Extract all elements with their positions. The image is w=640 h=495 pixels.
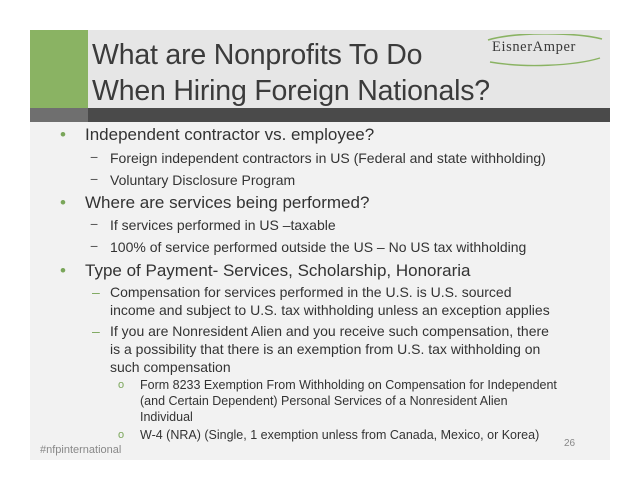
- eisneramper-logo: [484, 34, 606, 68]
- sub-bullet: Foreign independent contractors in US (Federal and state withholding): [110, 150, 546, 166]
- sub-bullet: 100% of service performed outside the US – No US tax withholding: [110, 239, 527, 255]
- endash-marker: –: [92, 323, 100, 339]
- sub-bullet-line: is a possibility that there is an exemption from U.S. tax withholding on: [110, 341, 541, 357]
- sub-bullet-line: such compensation: [110, 359, 231, 375]
- bullet-marker: •: [60, 125, 66, 144]
- sub-sub-bullet-line: Individual: [140, 410, 193, 424]
- dash-marker: −: [90, 216, 99, 232]
- sub-bullet: Voluntary Disclosure Program: [110, 172, 296, 188]
- accent-block: [30, 30, 88, 108]
- sub-bullet-line: If you are Nonresident Alien and you receive such compensation, there: [110, 323, 549, 339]
- sub-bullet-line: Compensation for services performed in the U.S. is U.S. sourced: [110, 284, 512, 300]
- title-line-2: When Hiring Foreign Nationals?: [92, 75, 490, 107]
- bullet-marker: •: [60, 261, 66, 280]
- dash-marker: −: [90, 171, 99, 187]
- circle-marker: o: [118, 379, 125, 391]
- header-rule: [88, 108, 610, 122]
- logo-text: EisnerAmper: [492, 39, 576, 55]
- sub-sub-bullet-line: Form 8233 Exemption From Withholding on Compensation for Independent: [140, 378, 557, 392]
- bullet-marker: •: [60, 193, 66, 212]
- bullet-1: Independent contractor vs. employee?: [85, 125, 375, 144]
- footer-hashtag: #nfpinternational: [40, 444, 122, 456]
- endash-marker: –: [92, 284, 100, 300]
- sub-bullet: If services performed in US –taxable: [110, 217, 336, 233]
- slide-title: [92, 37, 532, 109]
- circle-marker: o: [118, 429, 125, 441]
- sub-sub-bullet-line: W-4 (NRA) (Single, 1 exemption unless from Canada, Mexico, or Korea): [140, 428, 540, 442]
- bullet-2: Where are services being performed?: [85, 193, 370, 212]
- dash-marker: −: [90, 149, 99, 165]
- header-rule-left: [30, 108, 88, 122]
- bullet-3: Type of Payment- Services, Scholarship, Honoraria: [85, 261, 471, 280]
- sub-bullet-line: income and subject to U.S. tax withholding unless an exception applies: [110, 302, 550, 318]
- title-line-1: What are Nonprofits To Do: [92, 39, 423, 71]
- sub-sub-bullet-line: (and Certain Dependent) Personal Services of a Nonresident Alien: [140, 394, 508, 408]
- dash-marker: −: [90, 238, 99, 254]
- page-number: 26: [564, 438, 576, 449]
